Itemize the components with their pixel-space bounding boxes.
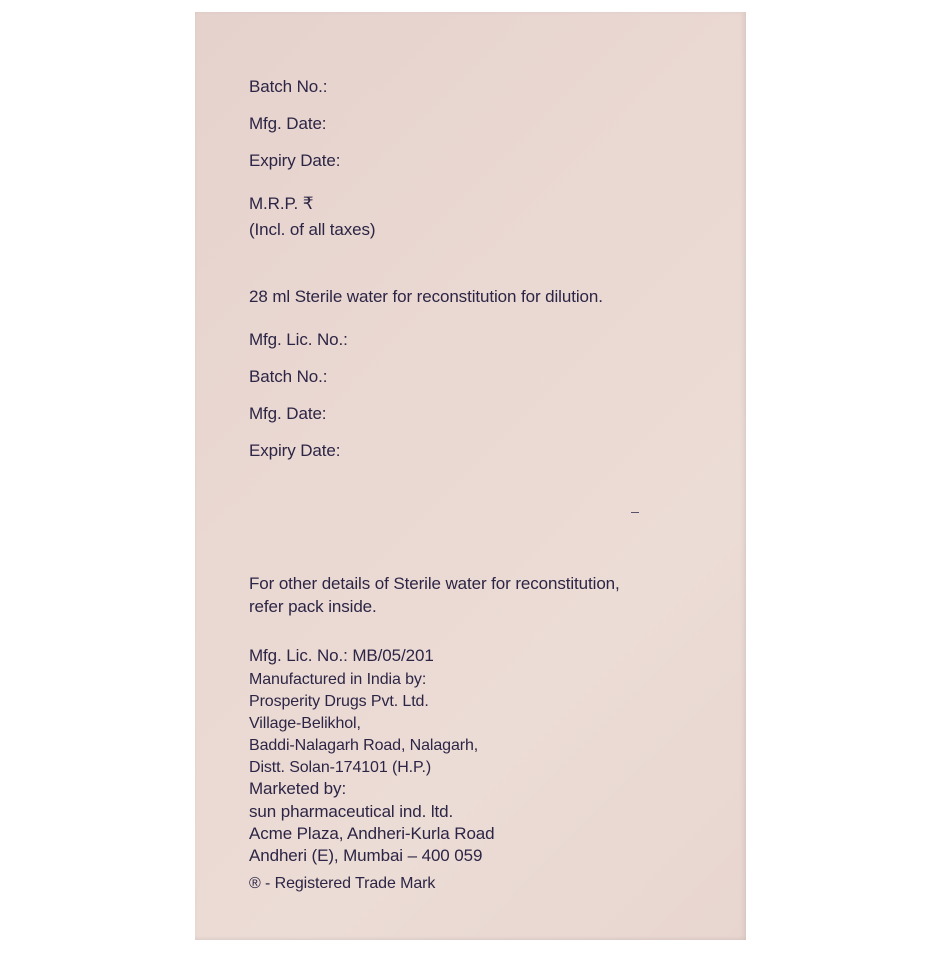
mfg-date-label: Mfg. Date: <box>249 114 327 133</box>
manufacturer-address-line1: Village-Belikhol, <box>249 715 361 732</box>
marketer-address-line1: Acme Plaza, Andheri-Kurla Road <box>249 824 495 843</box>
print-mark <box>631 512 639 513</box>
water-batch-no-label: Batch No.: <box>249 367 328 386</box>
water-mfg-lic-label: Mfg. Lic. No.: <box>249 330 348 349</box>
manufacturer-lic-no: Mfg. Lic. No.: MB/05/201 <box>249 646 434 665</box>
trademark-note: ® - Registered Trade Mark <box>249 875 436 892</box>
sterile-water-note: 28 ml Sterile water for reconstitution for dilution. <box>249 287 603 306</box>
batch-no-label: Batch No.: <box>249 77 328 96</box>
marketer-company: sun pharmaceutical ind. ltd. <box>249 802 454 821</box>
manufacturer-company: Prosperity Drugs Pvt. Ltd. <box>249 693 429 710</box>
other-details-line1: For other details of Sterile water for reconstitution, <box>249 574 620 593</box>
other-details-line2: refer pack inside. <box>249 597 377 616</box>
marketed-by-label: Marketed by: <box>249 779 347 798</box>
water-expiry-date-label: Expiry Date: <box>249 441 341 460</box>
marketer-address-line2: Andheri (E), Mumbai – 400 059 <box>249 846 483 865</box>
manufactured-in-label: Manufactured in India by: <box>249 671 427 688</box>
taxes-note: (Incl. of all taxes) <box>249 220 376 239</box>
manufacturer-address-line3: Distt. Solan-174101 (H.P.) <box>249 759 432 776</box>
water-mfg-date-label: Mfg. Date: <box>249 404 327 423</box>
manufacturer-address-line2: Baddi-Nalagarh Road, Nalagarh, <box>249 737 479 754</box>
expiry-date-label: Expiry Date: <box>249 151 341 170</box>
mrp-label: M.R.P. ₹ <box>249 194 314 213</box>
medicine-carton-back <box>195 12 746 940</box>
